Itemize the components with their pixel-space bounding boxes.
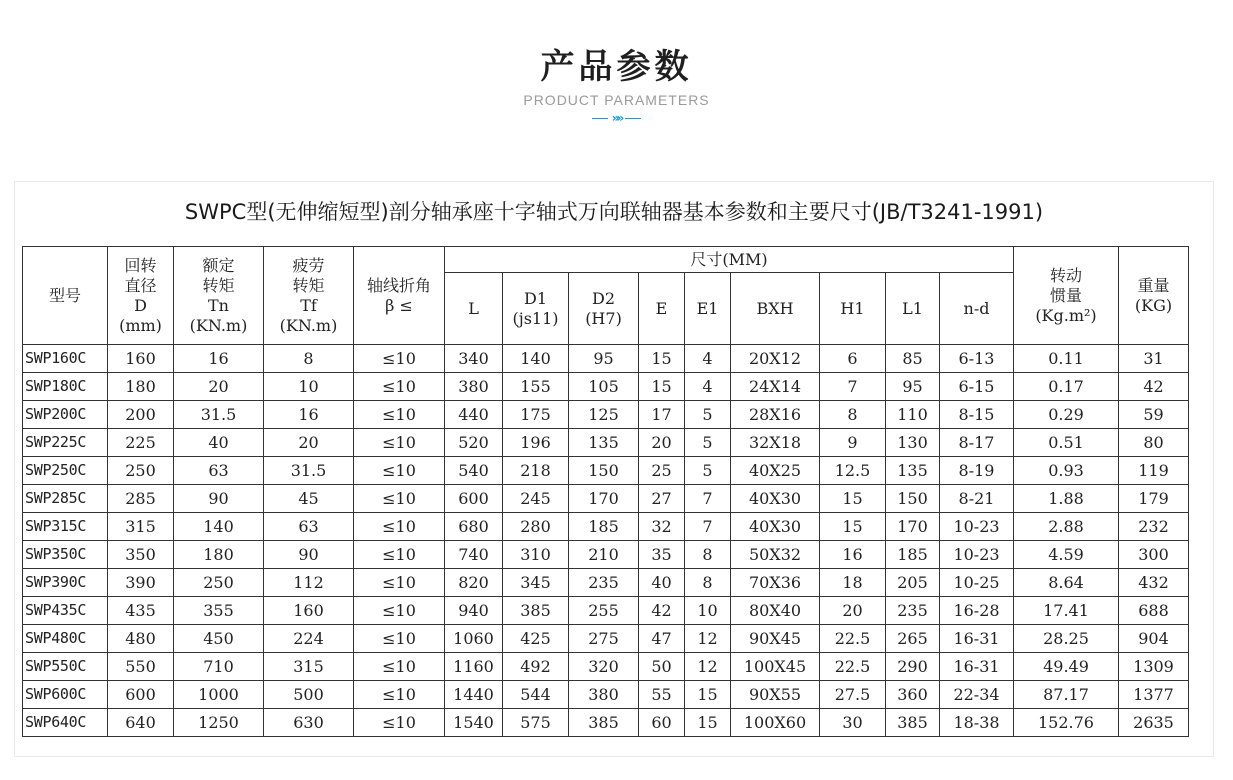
header-dim-label: D1 <box>523 288 547 308</box>
table-cell: 290 <box>886 653 940 681</box>
table-cell: ≤10 <box>354 541 445 569</box>
table-cell: 435 <box>108 597 174 625</box>
model-cell: SWP225C <box>23 429 108 457</box>
table-cell: 380 <box>569 681 639 709</box>
table-cell: 15 <box>639 373 685 401</box>
table-cell: 385 <box>886 709 940 737</box>
table-cell: 235 <box>569 569 639 597</box>
table-cell: 20 <box>820 597 886 625</box>
header-dim-h1 <box>820 273 886 345</box>
table-cell: 275 <box>569 625 639 653</box>
table-cell: 8 <box>264 345 354 373</box>
table-cell: 1250 <box>174 709 264 737</box>
header-inertia-line: (Kg.m²) <box>1035 305 1097 325</box>
table-cell: 63 <box>264 513 354 541</box>
header-weight-line: (KG) <box>1134 295 1173 315</box>
table-cell: 18-38 <box>940 709 1014 737</box>
table-cell: 31 <box>1119 345 1189 373</box>
table-row <box>23 401 1189 429</box>
header-dim-l <box>445 273 503 345</box>
table-cell: 218 <box>503 457 569 485</box>
spec-panel <box>14 181 1214 757</box>
table-cell: 4 <box>685 345 731 373</box>
table-cell: 8-17 <box>940 429 1014 457</box>
table-cell: 340 <box>445 345 503 373</box>
table-cell: ≤10 <box>354 429 445 457</box>
table-cell: 16 <box>820 541 886 569</box>
table-cell: 450 <box>174 625 264 653</box>
header-shaft-angle-line: 轴线折角 <box>366 275 431 295</box>
header-dim-l1 <box>886 273 940 345</box>
spec-table <box>22 246 1189 737</box>
header-fatigue-torque-line: 疲劳 <box>292 255 325 275</box>
table-cell: 27 <box>639 485 685 513</box>
header-inertia-line: 惯量 <box>1049 285 1082 305</box>
divider-line-right <box>625 118 641 119</box>
model-cell: SWP435C <box>23 597 108 625</box>
table-cell: 520 <box>445 429 503 457</box>
table-cell: 16 <box>264 401 354 429</box>
table-cell: ≤10 <box>354 513 445 541</box>
table-cell: 10-23 <box>940 541 1014 569</box>
table-cell: 210 <box>569 541 639 569</box>
table-cell: 170 <box>569 485 639 513</box>
header-dim-d2 <box>569 273 639 345</box>
table-cell: 17.41 <box>1014 597 1119 625</box>
table-cell: 1160 <box>445 653 503 681</box>
table-cell: 135 <box>569 429 639 457</box>
table-cell: 70X36 <box>731 569 820 597</box>
model-cell: SWP315C <box>23 513 108 541</box>
table-cell: 350 <box>108 541 174 569</box>
table-row <box>23 709 1189 737</box>
table-cell: 20 <box>174 373 264 401</box>
table-cell: 544 <box>503 681 569 709</box>
table-cell: 95 <box>886 373 940 401</box>
model-cell: SWP600C <box>23 681 108 709</box>
table-cell: 575 <box>503 709 569 737</box>
table-cell: 42 <box>639 597 685 625</box>
table-cell: 6 <box>820 345 886 373</box>
table-cell: 1.88 <box>1014 485 1119 513</box>
table-row <box>23 625 1189 653</box>
divider-line-left <box>592 118 608 119</box>
table-cell: 310 <box>503 541 569 569</box>
header-dim-bxh <box>731 273 820 345</box>
model-cell: SWP640C <box>23 709 108 737</box>
model-cell: SWP390C <box>23 569 108 597</box>
table-cell: 160 <box>264 597 354 625</box>
table-cell: 904 <box>1119 625 1189 653</box>
table-cell: 425 <box>503 625 569 653</box>
table-cell: 5 <box>685 429 731 457</box>
table-cell: 105 <box>569 373 639 401</box>
table-cell: 170 <box>886 513 940 541</box>
table-cell: 87.17 <box>1014 681 1119 709</box>
table-cell: ≤10 <box>354 709 445 737</box>
table-cell: 200 <box>108 401 174 429</box>
table-cell: 150 <box>886 485 940 513</box>
table-cell: 0.11 <box>1014 345 1119 373</box>
table-cell: 5 <box>685 457 731 485</box>
model-cell: SWP180C <box>23 373 108 401</box>
table-cell: 600 <box>445 485 503 513</box>
table-cell: 179 <box>1119 485 1189 513</box>
table-cell: 20X12 <box>731 345 820 373</box>
section-subtitle: PRODUCT PARAMETERS <box>523 92 710 108</box>
header-dim-n-d <box>940 273 1014 345</box>
header-dim-label: D2 <box>591 288 615 308</box>
table-cell: 2635 <box>1119 709 1189 737</box>
table-cell: 16-28 <box>940 597 1014 625</box>
table-cell: 432 <box>1119 569 1189 597</box>
table-cell: 224 <box>264 625 354 653</box>
table-cell: 180 <box>174 541 264 569</box>
table-cell: 90 <box>264 541 354 569</box>
table-cell: 40 <box>639 569 685 597</box>
table-cell: 140 <box>503 345 569 373</box>
header-dim-e <box>639 273 685 345</box>
model-cell: SWP550C <box>23 653 108 681</box>
table-cell: 8-21 <box>940 485 1014 513</box>
header-dim-label: L1 <box>902 298 923 318</box>
table-row <box>23 429 1189 457</box>
table-row <box>23 541 1189 569</box>
table-cell: 265 <box>886 625 940 653</box>
table-cell: 10 <box>264 373 354 401</box>
header-rated-torque <box>174 247 264 345</box>
table-cell: 90X45 <box>731 625 820 653</box>
table-cell: 20 <box>639 429 685 457</box>
table-cell: 820 <box>445 569 503 597</box>
table-cell: 740 <box>445 541 503 569</box>
model-cell: SWP200C <box>23 401 108 429</box>
model-cell: SWP350C <box>23 541 108 569</box>
section-header <box>0 44 1233 124</box>
table-cell: 15 <box>639 345 685 373</box>
table-cell: 360 <box>886 681 940 709</box>
table-cell: 30 <box>820 709 886 737</box>
table-cell: 8.64 <box>1014 569 1119 597</box>
table-cell: 10-25 <box>940 569 1014 597</box>
header-dim-e1 <box>685 273 731 345</box>
table-cell: 0.17 <box>1014 373 1119 401</box>
table-row <box>23 653 1189 681</box>
header-dim-label: E1 <box>696 298 719 318</box>
table-cell: 630 <box>264 709 354 737</box>
table-cell: 180 <box>108 373 174 401</box>
table-cell: 688 <box>1119 597 1189 625</box>
table-row <box>23 597 1189 625</box>
table-cell: 32X18 <box>731 429 820 457</box>
table-cell: 50X32 <box>731 541 820 569</box>
table-cell: 40X25 <box>731 457 820 485</box>
table-cell: 16-31 <box>940 653 1014 681</box>
header-dim-label: E <box>655 298 668 318</box>
table-cell: 315 <box>264 653 354 681</box>
table-cell: 680 <box>445 513 503 541</box>
table-cell: 245 <box>503 485 569 513</box>
table-cell: 152.76 <box>1014 709 1119 737</box>
table-cell: 1060 <box>445 625 503 653</box>
table-cell: 0.93 <box>1014 457 1119 485</box>
table-cell: 235 <box>886 597 940 625</box>
table-cell: 40X30 <box>731 513 820 541</box>
table-cell: 110 <box>886 401 940 429</box>
table-cell: 4.59 <box>1014 541 1119 569</box>
table-cell: 285 <box>108 485 174 513</box>
table-cell: 10 <box>685 597 731 625</box>
table-cell: 385 <box>569 709 639 737</box>
table-cell: 345 <box>503 569 569 597</box>
table-cell: 15 <box>820 513 886 541</box>
table-cell: 135 <box>886 457 940 485</box>
table-cell: 15 <box>820 485 886 513</box>
table-cell: 42 <box>1119 373 1189 401</box>
header-dim-d1 <box>503 273 569 345</box>
table-cell: 12.5 <box>820 457 886 485</box>
table-cell: 940 <box>445 597 503 625</box>
table-row <box>23 485 1189 513</box>
table-cell: 225 <box>108 429 174 457</box>
table-cell: 95 <box>569 345 639 373</box>
table-cell: ≤10 <box>354 653 445 681</box>
table-row <box>23 457 1189 485</box>
double-chevron-icon: »» <box>611 111 622 125</box>
table-cell: 232 <box>1119 513 1189 541</box>
table-cell: 90X55 <box>731 681 820 709</box>
table-cell: 8 <box>685 569 731 597</box>
table-cell: 1377 <box>1119 681 1189 709</box>
table-cell: ≤10 <box>354 457 445 485</box>
table-cell: 205 <box>886 569 940 597</box>
table-cell: 130 <box>886 429 940 457</box>
header-dim-label: H1 <box>840 298 865 318</box>
table-cell: 6-13 <box>940 345 1014 373</box>
table-cell: 25 <box>639 457 685 485</box>
table-cell: 380 <box>445 373 503 401</box>
header-dimensions-group <box>445 247 1014 273</box>
table-cell: 480 <box>108 625 174 653</box>
table-cell: 7 <box>820 373 886 401</box>
table-cell: 47 <box>639 625 685 653</box>
table-cell: 18 <box>820 569 886 597</box>
table-cell: 50 <box>639 653 685 681</box>
table-cell: 355 <box>174 597 264 625</box>
table-cell: 250 <box>108 457 174 485</box>
table-cell: 60 <box>639 709 685 737</box>
table-cell: 600 <box>108 681 174 709</box>
table-cell: 22.5 <box>820 653 886 681</box>
table-cell: ≤10 <box>354 345 445 373</box>
table-cell: 255 <box>569 597 639 625</box>
table-cell: 55 <box>639 681 685 709</box>
header-shaft-angle <box>354 247 445 345</box>
table-cell: 550 <box>108 653 174 681</box>
title-divider <box>0 112 1233 124</box>
table-cell: 7 <box>685 513 731 541</box>
table-cell: 160 <box>108 345 174 373</box>
table-cell: 150 <box>569 457 639 485</box>
table-cell: 640 <box>108 709 174 737</box>
header-diameter-line: 回转 <box>124 255 157 275</box>
model-cell: SWP480C <box>23 625 108 653</box>
table-cell: ≤10 <box>354 681 445 709</box>
table-cell: 390 <box>108 569 174 597</box>
header-dimensions-label: 尺寸(MM) <box>690 249 768 269</box>
table-cell: 100X45 <box>731 653 820 681</box>
table-row <box>23 345 1189 373</box>
header-dim-label: n-d <box>963 298 990 318</box>
table-cell: 1440 <box>445 681 503 709</box>
table-cell: 175 <box>503 401 569 429</box>
table-cell: 280 <box>503 513 569 541</box>
table-cell: 185 <box>569 513 639 541</box>
model-cell: SWP285C <box>23 485 108 513</box>
table-cell: 1309 <box>1119 653 1189 681</box>
table-cell: 7 <box>685 485 731 513</box>
table-cell: 8 <box>820 401 886 429</box>
table-cell: 12 <box>685 625 731 653</box>
table-row <box>23 373 1189 401</box>
table-cell: 16-31 <box>940 625 1014 653</box>
table-cell: ≤10 <box>354 401 445 429</box>
table-row <box>23 681 1189 709</box>
table-cell: 16 <box>174 345 264 373</box>
table-cell: 49.49 <box>1014 653 1119 681</box>
table-cell: 2.88 <box>1014 513 1119 541</box>
table-cell: 20 <box>264 429 354 457</box>
table-cell: 385 <box>503 597 569 625</box>
table-cell: 63 <box>174 457 264 485</box>
table-cell: 1000 <box>174 681 264 709</box>
header-dim-label: L <box>468 298 479 318</box>
table-cell: 540 <box>445 457 503 485</box>
model-cell: SWP160C <box>23 345 108 373</box>
table-cell: 22-34 <box>940 681 1014 709</box>
table-cell: 1540 <box>445 709 503 737</box>
table-cell: 28.25 <box>1014 625 1119 653</box>
table-cell: 0.51 <box>1014 429 1119 457</box>
table-cell: ≤10 <box>354 485 445 513</box>
table-cell: 40X30 <box>731 485 820 513</box>
table-cell: 0.29 <box>1014 401 1119 429</box>
table-cell: 40 <box>174 429 264 457</box>
header-fatigue-torque <box>264 247 354 345</box>
model-cell: SWP250C <box>23 457 108 485</box>
header-weight <box>1119 247 1189 345</box>
table-cell: 4 <box>685 373 731 401</box>
table-cell: 5 <box>685 401 731 429</box>
table-cell: 155 <box>503 373 569 401</box>
header-fatigue-torque-line: (KN.m) <box>279 315 338 335</box>
header-rated-torque-line: 额定 <box>202 255 235 275</box>
table-row <box>23 569 1189 597</box>
table-cell: 300 <box>1119 541 1189 569</box>
header-inertia-line: 转动 <box>1049 265 1082 285</box>
table-cell: 500 <box>264 681 354 709</box>
table-cell: 90 <box>174 485 264 513</box>
header-diameter-line: (mm) <box>119 315 162 335</box>
table-cell: 140 <box>174 513 264 541</box>
header-fatigue-torque-line: 转矩 <box>292 275 325 295</box>
table-cell: 31.5 <box>264 457 354 485</box>
header-rated-torque-line: (KN.m) <box>189 315 248 335</box>
table-row <box>23 513 1189 541</box>
header-fatigue-torque-line: Tf <box>300 295 317 315</box>
table-cell: 315 <box>108 513 174 541</box>
header-rated-torque-line: 转矩 <box>202 275 235 295</box>
header-dim-label: (js11) <box>512 308 559 328</box>
table-cell: 31.5 <box>174 401 264 429</box>
table-cell: 27.5 <box>820 681 886 709</box>
table-cell: ≤10 <box>354 597 445 625</box>
header-inertia <box>1014 247 1119 345</box>
table-cell: 320 <box>569 653 639 681</box>
table-cell: 32 <box>639 513 685 541</box>
table-cell: 45 <box>264 485 354 513</box>
table-cell: 6-15 <box>940 373 1014 401</box>
table-cell: ≤10 <box>354 569 445 597</box>
table-cell: 8-15 <box>940 401 1014 429</box>
header-rated-torque-line: Tn <box>208 295 229 315</box>
table-cell: 80X40 <box>731 597 820 625</box>
table-cell: 9 <box>820 429 886 457</box>
table-cell: 28X16 <box>731 401 820 429</box>
table-cell: 10-23 <box>940 513 1014 541</box>
table-cell: 80 <box>1119 429 1189 457</box>
header-diameter-line: D <box>134 295 147 315</box>
table-cell: 440 <box>445 401 503 429</box>
table-cell: 15 <box>685 709 731 737</box>
section-title: 产品参数 <box>540 47 693 87</box>
header-diameter-line: 直径 <box>124 275 157 295</box>
table-cell: 125 <box>569 401 639 429</box>
table-title: SWPC型(无伸缩短型)剖分轴承座十字轴式万向联轴器基本参数和主要尺寸(JB/T3241-1991) <box>184 200 1044 224</box>
table-cell: 250 <box>174 569 264 597</box>
table-cell: 15 <box>685 681 731 709</box>
table-cell: 8 <box>685 541 731 569</box>
header-model-label: 型号 <box>48 285 81 305</box>
header-shaft-angle-line: β ≤ <box>385 295 413 315</box>
table-cell: 85 <box>886 345 940 373</box>
table-cell: 8-19 <box>940 457 1014 485</box>
table-cell: 12 <box>685 653 731 681</box>
table-cell: ≤10 <box>354 373 445 401</box>
header-dim-label: BXH <box>756 298 794 318</box>
table-cell: 185 <box>886 541 940 569</box>
header-weight-line: 重量 <box>1137 275 1170 295</box>
table-cell: 35 <box>639 541 685 569</box>
table-cell: 710 <box>174 653 264 681</box>
header-diameter <box>108 247 174 345</box>
header-model <box>23 247 108 345</box>
table-cell: 17 <box>639 401 685 429</box>
table-cell: 59 <box>1119 401 1189 429</box>
table-cell: 100X60 <box>731 709 820 737</box>
table-cell: ≤10 <box>354 625 445 653</box>
table-cell: 24X14 <box>731 373 820 401</box>
table-cell: 22.5 <box>820 625 886 653</box>
table-cell: 492 <box>503 653 569 681</box>
header-dim-label: (H7) <box>585 308 622 328</box>
table-cell: 112 <box>264 569 354 597</box>
table-cell: 196 <box>503 429 569 457</box>
table-cell: 119 <box>1119 457 1189 485</box>
